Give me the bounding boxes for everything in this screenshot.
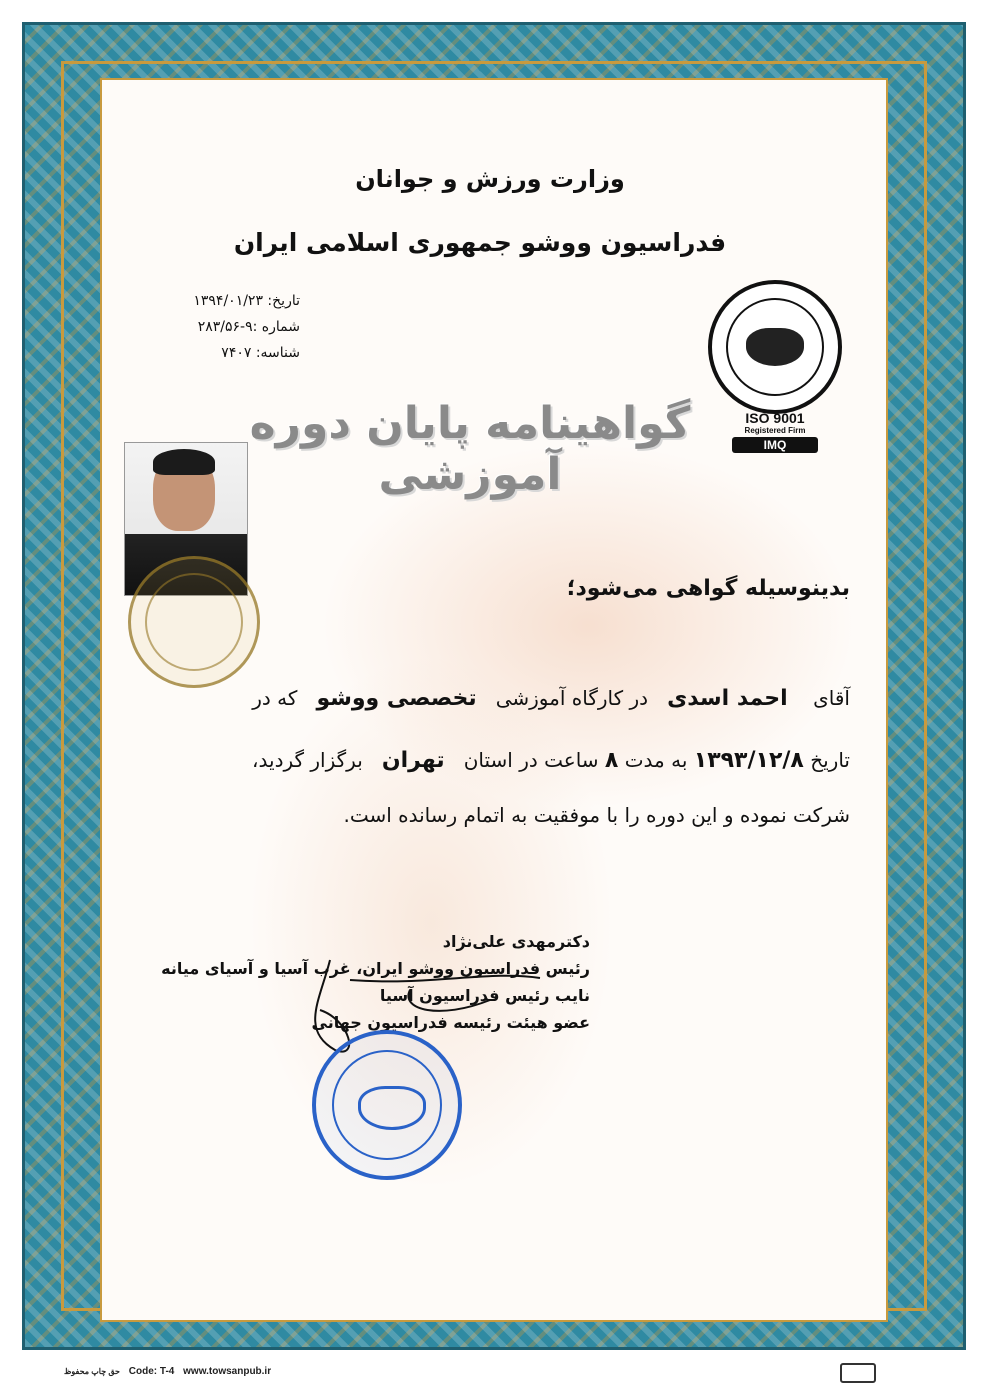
text-held: برگزار گردید، [252,748,363,772]
seal-hands-emblem-icon [358,1086,426,1130]
text-duration: به مدت [624,748,688,772]
body-line-2 [140,748,850,773]
iso-title: ISO 9001 [745,410,805,426]
body-line-1 [140,686,850,711]
ministry-heading: وزارت ورزش و جوانان [355,165,625,193]
signatory-name: دکترمهدی علی‌نژاد [442,932,590,951]
attestation-heading: بدینوسیله گواهی می‌شود؛ [566,576,850,601]
footer-rights: حق چاپ محفوظ [64,1367,121,1376]
text-mr: آقای [813,686,850,710]
certificate-meta [140,288,300,366]
holder-name: احمد اسدی [667,686,788,711]
meta-date: تاریخ: ۱۳۹۴/۰۱/۲۳ [193,293,300,309]
hands-emblem-icon [746,328,804,366]
iso-subtitle: Registered Firm [744,426,806,435]
course-name: تخصصی ووشو [316,686,477,711]
federation-heading: فدراسیون ووشو جمهوری اسلامی ایران [233,228,727,257]
course-city: تهران [381,748,445,773]
wushu-federation-logo [708,280,842,414]
photo-seal-stamp [128,556,260,688]
text-hours-province: ساعت در استان [463,748,599,772]
signatory-block [150,928,590,1036]
footer-code: Code: T-4 [128,1366,175,1377]
text-workshop: در کارگاه آموزشی [495,686,649,710]
signatory-role-3: عضو هیئت رئیسه فدراسیون جهانی [311,1013,590,1032]
text-that-in: که در [252,686,298,710]
photo-hair [153,449,215,475]
certificate-title: گواهینامه پایان دوره آموزشی [249,398,691,500]
body-line-3: شرکت نموده و این دوره را با موفقیت به اتمام رسانده است. [343,803,850,827]
signatory-role-1: رئیس فدراسیون ووشو ایران، غرب آسیا و آسیای میانه [161,959,590,978]
meta-number: شماره :۹-۲۸۳/۵۶ [197,319,300,335]
signatory-role-2: نایب رئیس فدراسیون آسیا [379,986,590,1005]
footer-website: www.towsanpub.ir [183,1366,272,1377]
photo-seal-ring [145,573,243,671]
print-footer [64,1366,304,1377]
meta-id: شناسه: ۷۴۰۷ [221,345,300,361]
federation-seal-stamp [312,1030,462,1180]
course-hours: ۸ [604,748,619,773]
text-date: تاریخ [810,748,850,772]
course-date: ۱۳۹۳/۱۲/۸ [693,748,804,773]
iso-certification [720,410,830,453]
publisher-logo-icon [840,1363,876,1383]
imq-badge: IMQ [732,437,818,453]
